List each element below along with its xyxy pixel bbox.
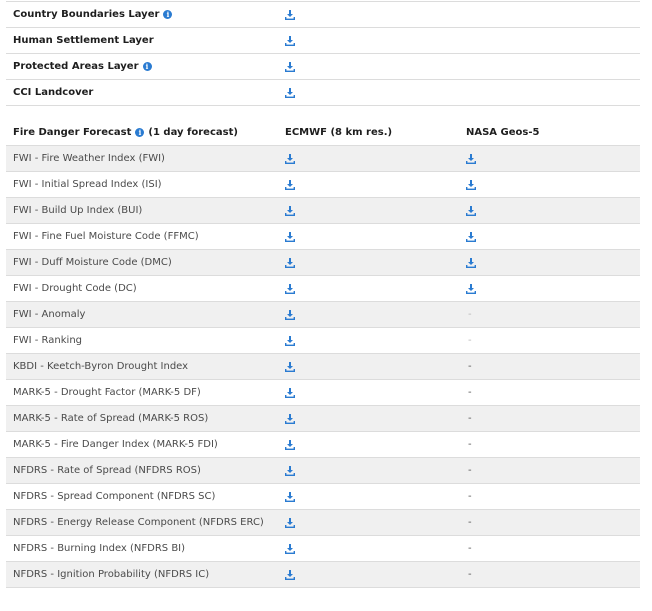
- download-icon[interactable]: [285, 388, 295, 398]
- download-icon[interactable]: [285, 258, 295, 268]
- table-row: [6, 172, 640, 198]
- not-available-dash: -: [468, 387, 472, 398]
- download-icon[interactable]: [285, 544, 295, 554]
- table-row: [6, 458, 640, 484]
- download-icon[interactable]: [285, 362, 295, 372]
- download-icon[interactable]: [285, 88, 295, 98]
- layer-label: Human Settlement Layer: [13, 35, 154, 46]
- layer-label: CCI Landcover: [13, 87, 94, 98]
- download-icon[interactable]: [285, 414, 295, 424]
- forecast-row-label: NFDRS - Energy Release Component (NFDRS ERC): [13, 517, 264, 528]
- forecast-row-label: FWI - Anomaly: [13, 309, 86, 320]
- not-available-dash: -: [468, 413, 472, 424]
- download-icon[interactable]: [466, 154, 476, 164]
- forecast-table: [6, 120, 640, 588]
- forecast-row-label: FWI - Initial Spread Index (ISI): [13, 179, 162, 190]
- forecast-row-label: NFDRS - Ignition Probability (NFDRS IC): [13, 569, 210, 580]
- table-row: [6, 1, 640, 28]
- forecast-rows: [6, 146, 640, 588]
- column-header-nasa: NASA Geos-5: [466, 127, 540, 138]
- not-available-dash: -: [468, 361, 472, 372]
- table-row: [6, 380, 640, 406]
- download-icon[interactable]: [285, 232, 295, 242]
- table-row: [6, 510, 640, 536]
- download-icon[interactable]: [285, 206, 295, 216]
- forecast-row-label: NFDRS - Burning Index (NFDRS BI): [13, 543, 186, 554]
- download-icon[interactable]: [285, 154, 295, 164]
- forecast-title: Fire Danger Forecast: [13, 127, 132, 138]
- column-header-ecmwf: ECMWF (8 km res.): [285, 127, 393, 138]
- table-row: [6, 484, 640, 510]
- download-icon[interactable]: [285, 284, 295, 294]
- table-row: [6, 536, 640, 562]
- forecast-row-label: FWI - Fire Weather Index (FWI): [13, 153, 165, 164]
- forecast-row-label: FWI - Fine Fuel Moisture Code (FFMC): [13, 231, 199, 242]
- not-available-dash: -: [468, 491, 472, 502]
- layers-table: [6, 1, 640, 106]
- not-available-dash: -: [468, 335, 472, 346]
- table-row: [6, 80, 640, 106]
- not-available-dash: -: [468, 439, 472, 450]
- forecast-row-label: MARK-5 - Rate of Spread (MARK-5 ROS): [13, 413, 209, 424]
- download-icon[interactable]: [285, 36, 295, 46]
- forecast-row-label: MARK-5 - Fire Danger Index (MARK-5 FDI): [13, 439, 218, 450]
- forecast-row-label: FWI - Drought Code (DC): [13, 283, 137, 294]
- forecast-row-label: NFDRS - Rate of Spread (NFDRS ROS): [13, 465, 201, 476]
- forecast-row-label: FWI - Duff Moisture Code (DMC): [13, 257, 172, 268]
- not-available-dash: -: [468, 517, 472, 528]
- forecast-row-label: FWI - Build Up Index (BUI): [13, 205, 143, 216]
- table-row: [6, 250, 640, 276]
- download-icon[interactable]: [285, 180, 295, 190]
- table-row: [6, 54, 640, 80]
- not-available-dash: -: [468, 569, 472, 580]
- download-icon[interactable]: [285, 310, 295, 320]
- download-icon[interactable]: [285, 570, 295, 580]
- download-icon[interactable]: [466, 180, 476, 190]
- table-row: [6, 224, 640, 250]
- table-row: [6, 28, 640, 54]
- info-icon[interactable]: i: [163, 10, 172, 19]
- download-icon[interactable]: [285, 492, 295, 502]
- table-row: [6, 432, 640, 458]
- download-icon[interactable]: [285, 466, 295, 476]
- download-icon[interactable]: [466, 284, 476, 294]
- download-icon[interactable]: [466, 258, 476, 268]
- download-icon[interactable]: [466, 232, 476, 242]
- download-icon[interactable]: [285, 336, 295, 346]
- table-row: [6, 146, 640, 172]
- table-row: [6, 406, 640, 432]
- table-row: [6, 276, 640, 302]
- forecast-subtitle: (1 day forecast): [148, 127, 238, 138]
- forecast-row-label: FWI - Ranking: [13, 335, 83, 346]
- not-available-dash: -: [468, 309, 472, 320]
- not-available-dash: -: [468, 465, 472, 476]
- table-row: [6, 354, 640, 380]
- not-available-dash: -: [468, 543, 472, 554]
- download-icon[interactable]: [285, 62, 295, 72]
- forecast-row-label: KBDI - Keetch-Byron Drought Index: [13, 361, 189, 372]
- layer-label: Country Boundaries Layer: [13, 9, 160, 20]
- download-icon[interactable]: [466, 206, 476, 216]
- forecast-row-label: NFDRS - Spread Component (NFDRS SC): [13, 491, 216, 502]
- table-row: [6, 562, 640, 588]
- download-icon[interactable]: [285, 518, 295, 528]
- download-icon[interactable]: [285, 10, 295, 20]
- table-row: [6, 302, 640, 328]
- table-row: [6, 198, 640, 224]
- forecast-header-row: [6, 120, 640, 146]
- forecast-row-label: MARK-5 - Drought Factor (MARK-5 DF): [13, 387, 201, 398]
- info-icon[interactable]: i: [135, 128, 144, 137]
- table-row: [6, 328, 640, 354]
- download-icon[interactable]: [285, 440, 295, 450]
- info-icon[interactable]: i: [143, 62, 152, 71]
- layer-label: Protected Areas Layer: [13, 61, 139, 72]
